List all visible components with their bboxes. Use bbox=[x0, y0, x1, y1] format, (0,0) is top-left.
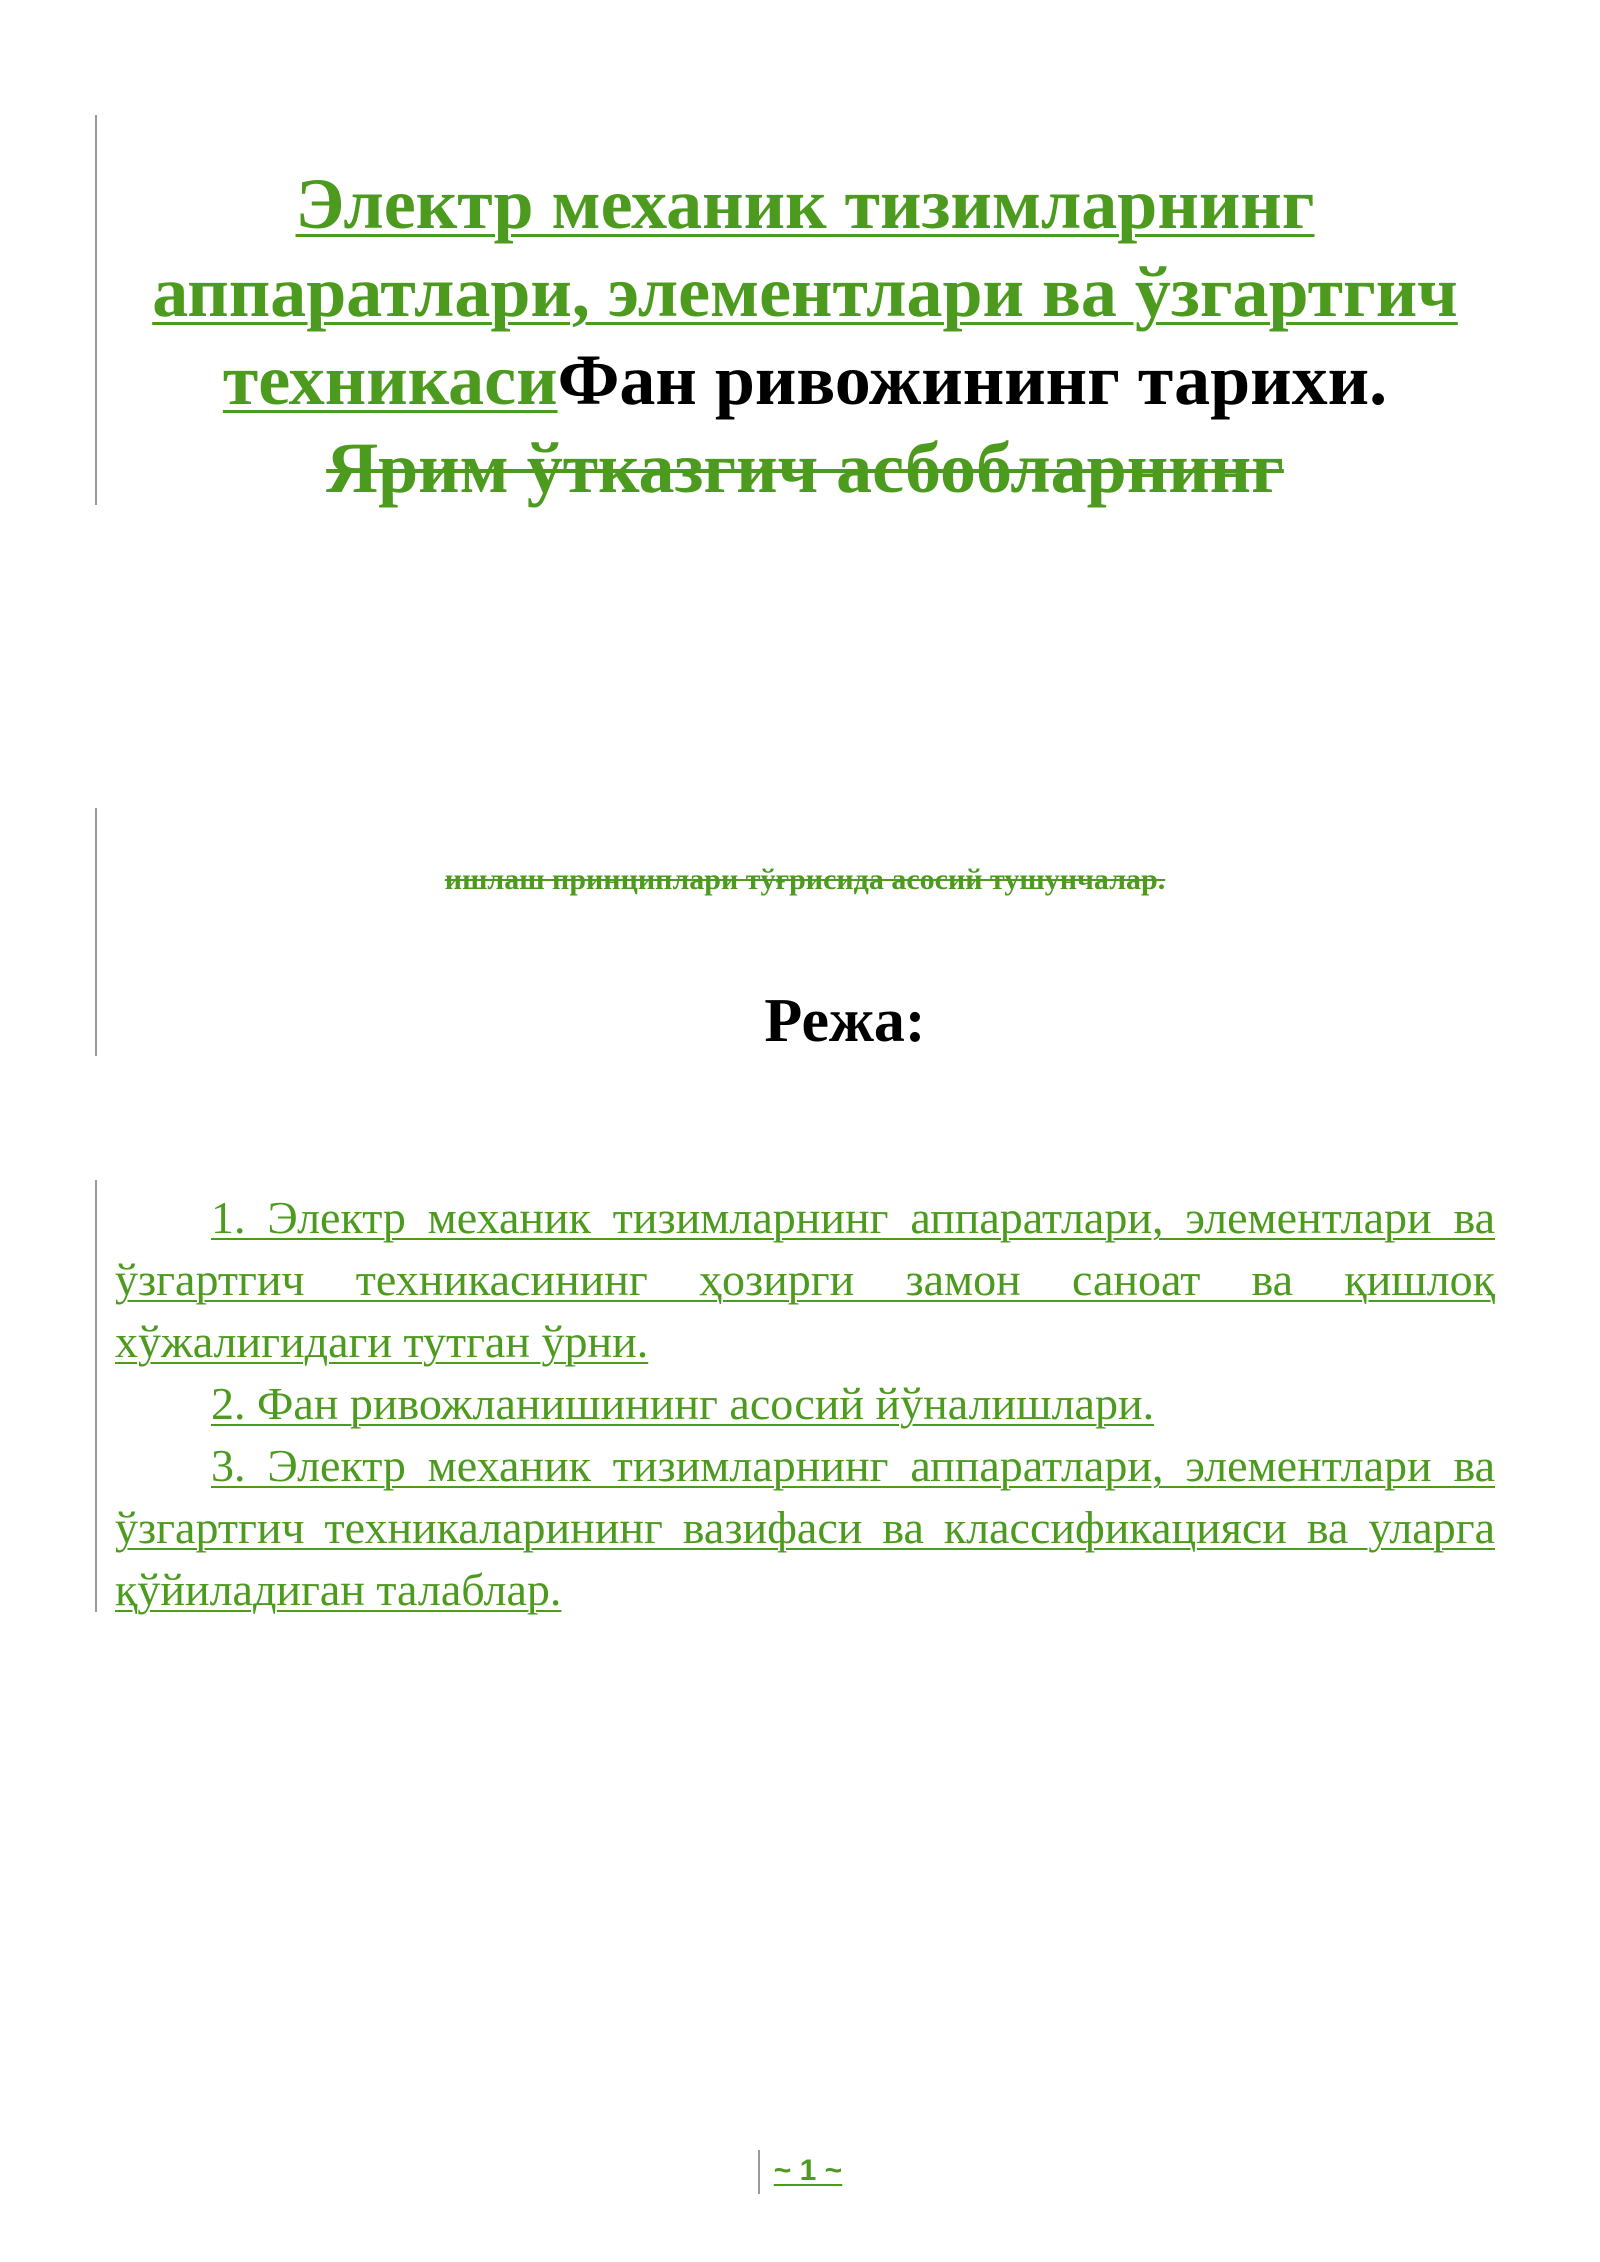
change-bar-title bbox=[95, 115, 97, 505]
subtitle-deleted-text: ишлаш принциплари тўғрисида асосий тушунчалар. bbox=[444, 863, 1166, 896]
plan-item-3: 3. Электр механик тизимларнинг аппаратлари, элементлари ва ўзгартгич техникаларининг вазифаси ва классификацияси ва уларга қўйиладиган талаблар. bbox=[115, 1440, 1495, 1615]
plan-list bbox=[115, 1187, 1495, 1621]
plan-item-1: 1. Электр механик тизимларнинг аппаратлари, элементлари ва ўзгартгич техникасининг ҳозирги замон саноат ва қишлоқ хўжалигидаги тутган ўрни. bbox=[115, 1192, 1495, 1367]
plan-heading: Режа: bbox=[764, 987, 926, 1055]
document-title bbox=[140, 160, 1470, 512]
page-footer bbox=[0, 2150, 1600, 2194]
change-bar-footer bbox=[758, 2150, 760, 2194]
change-bar-plan bbox=[95, 1180, 97, 1612]
page-number: ~ 1 ~ bbox=[773, 2153, 843, 2187]
title-inserted-text: Электр механик тизимларнинг аппаратлари, элементлари ва ўзгартгич техникаси bbox=[152, 164, 1458, 420]
title-plain-text: Фан ривожининг тарихи. bbox=[557, 340, 1388, 420]
title-deleted-text: Ярим ўтказгич асбобларнинг bbox=[326, 428, 1284, 508]
plan-item-2: 2. Фан ривожланишининг асосий йўналишлари. bbox=[211, 1378, 1155, 1429]
